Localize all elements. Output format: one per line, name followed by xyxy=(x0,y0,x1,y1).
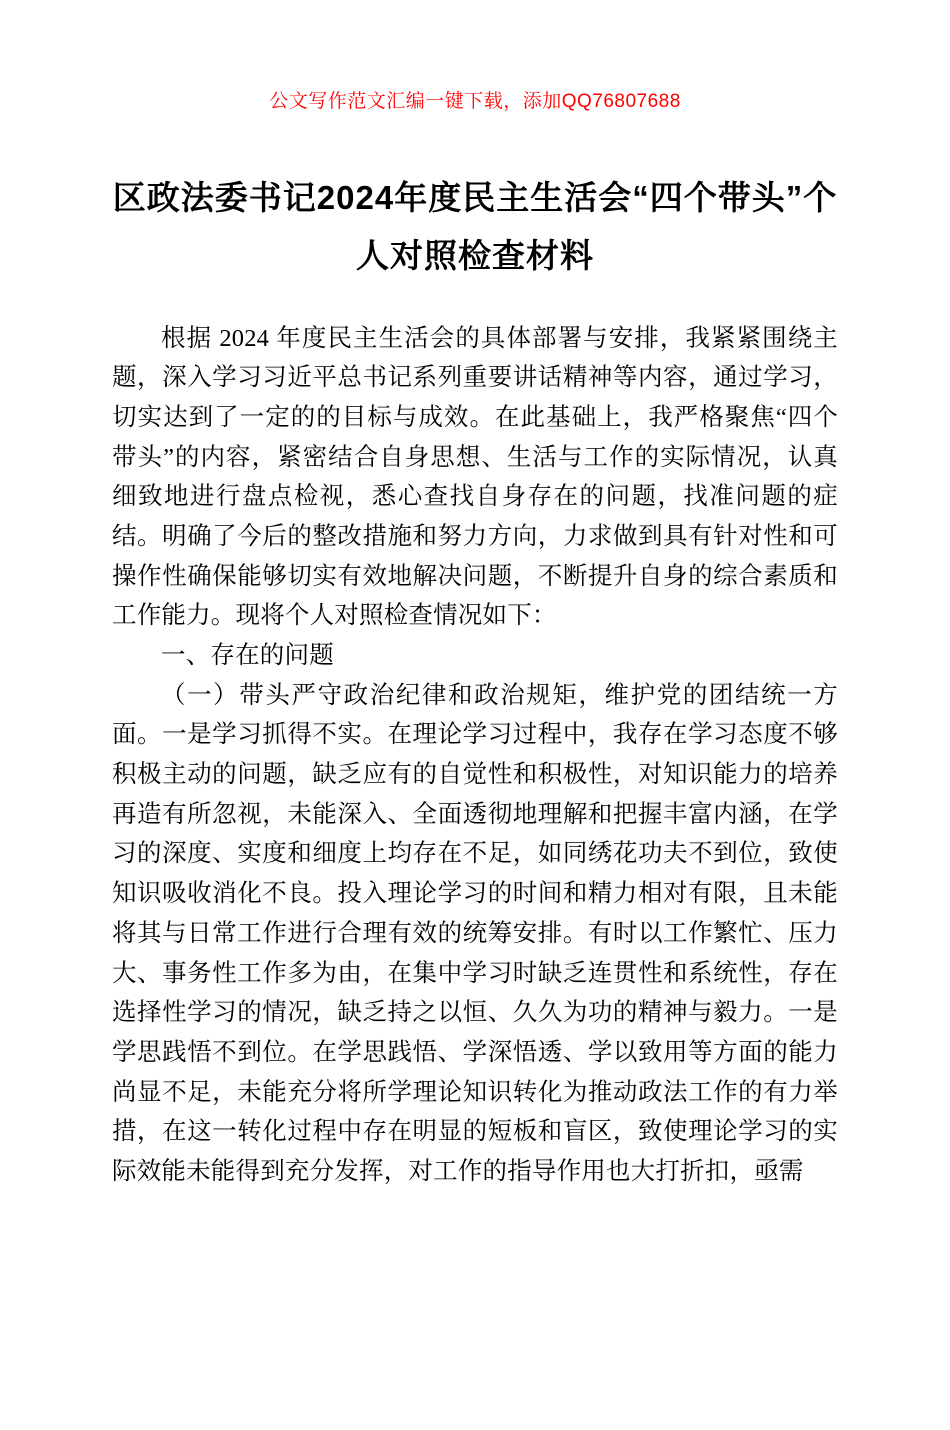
paragraph: 一、存在的问题 xyxy=(161,642,334,669)
watermark-text: 公文写作范文汇编一键下载，添加QQ76807688 xyxy=(269,91,681,112)
paragraph: （一）带头严守政治纪律和政治规矩，维护党的团结统一方面。一是学习抓得不实。在理论学习过程中，我存在学习态度不够积极主动的问题，缺乏应有的自觉性和积极性，对知识能力的培养再造有所忽视，未能深入、全面透彻地理解和把握丰富内涵，在学习的深度、实度和细度上均存在不足，如同绣花功夫不到位，致使知识吸收消化不良。投入理论学习的时间和精力相对有限，且未能将其与日常工作进行合理有效的统筹安排。有时以工作繁忙、压力大、事务性工作多为由，在集中学习时缺乏连贯性和系统性，存在选择性学习的情况，缺乏持之以恒、久久为功的精神与毅力。一是学思践悟不到位。在学思践悟、学深悟透、学以致用等方面的能力尚显不足，未能充分将所学理论知识转化为推动政法工作的有力举措，在这一转化过程中存在明显的短板和盲区，致使理论学习的实际效能未能得到充分发挥，对工作的指导作用也大打折扣，亟需 xyxy=(112,681,838,1185)
document-body xyxy=(112,319,838,1192)
page-title: 区政法委书记2024年度民主生活会“四个带头”个人对照检查材料 xyxy=(112,179,838,274)
paragraph: 根据 2024 年度民主生活会的具体部署与安排，我紧紧围绕主题，深入学习习近平总书记系列重要讲话精神等内容，通过学习，切实达到了一定的的目标与成效。在此基础上，我严格聚焦“四个带头”的内容，紧密结合自身思想、生活与工作的实际情况，认真细致地进行盘点检视，悉心查找自身存在的问题，找准问题的症结。明确了今后的整改措施和努力方向，力求做到具有针对性和可操作性确保能够切实有效地解决问题，不断提升自身的综合素质和工作能力。现将个人对照检查情况如下： xyxy=(112,324,838,630)
document-page xyxy=(0,86,950,1430)
